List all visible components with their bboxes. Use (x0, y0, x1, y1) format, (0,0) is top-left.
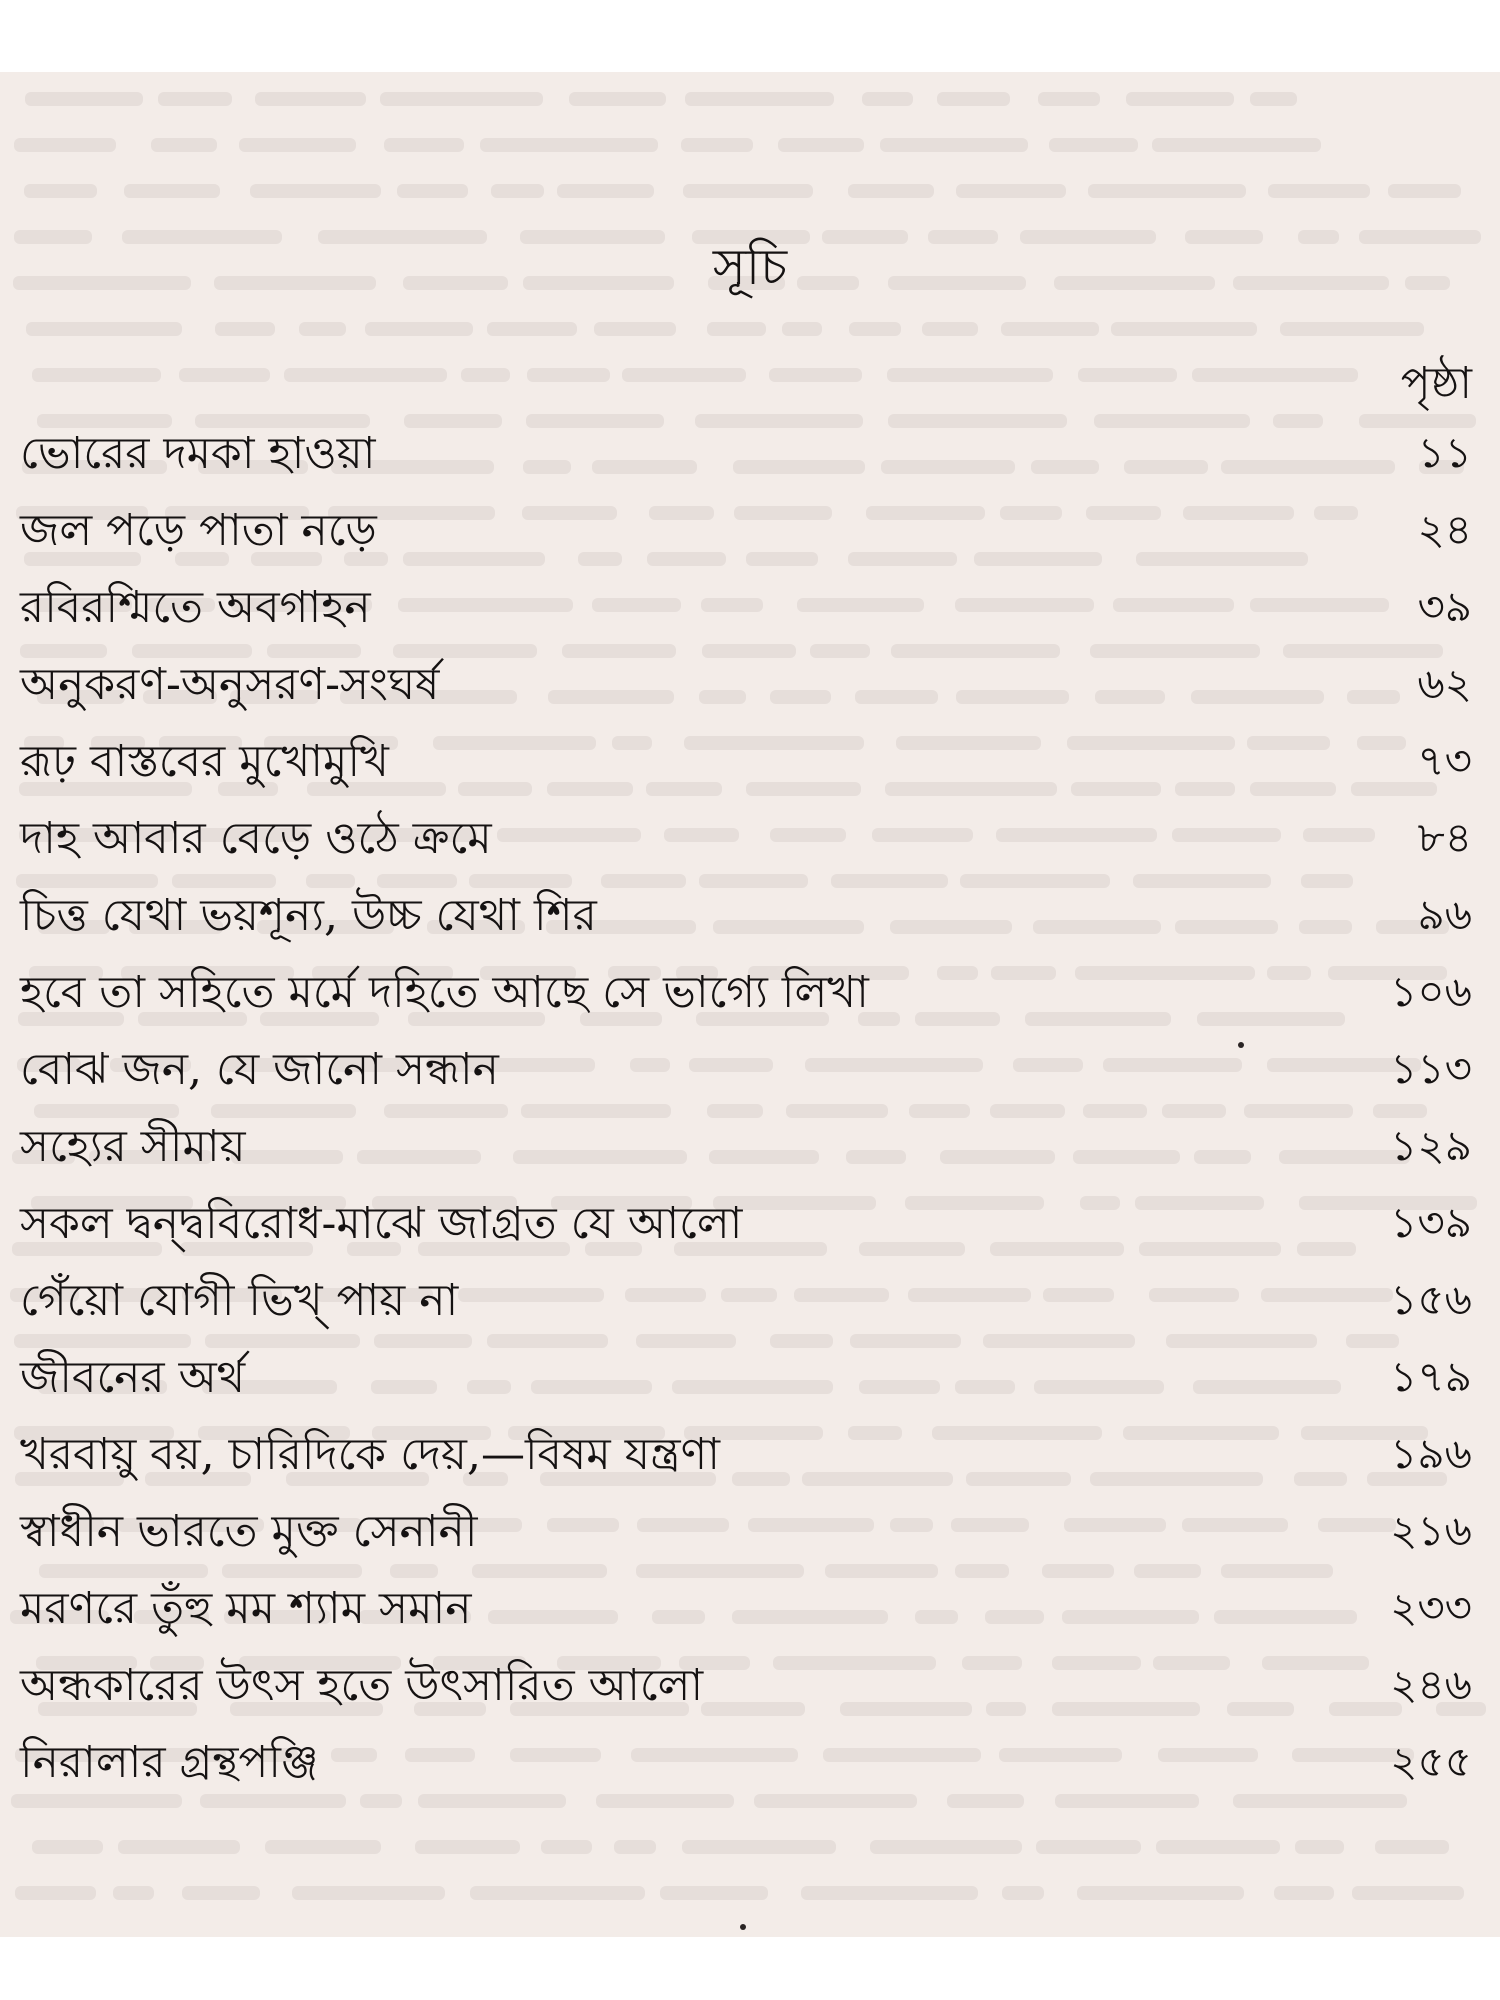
toc-entry-title: জীবনের অর্থ (20, 1352, 246, 1403)
bleed-streak (569, 92, 667, 106)
bleed-streak (151, 138, 217, 152)
bleed-streak (32, 1840, 103, 1854)
bleed-streak (681, 138, 754, 152)
toc-entry-page: ১১ (1417, 428, 1472, 477)
toc-entry-page: ১৫৬ (1390, 1275, 1472, 1324)
bleed-streak (782, 322, 822, 336)
toc-entry-title: রূঢ় বাস্তবের মুখোমুখি (20, 736, 389, 787)
bleed-streak (557, 184, 655, 198)
bleed-streak (1038, 92, 1100, 106)
page-column-header: পৃষ্ঠা (1400, 358, 1472, 409)
bleed-streak (1250, 92, 1297, 106)
bleed-streak (1049, 138, 1138, 152)
toc-entry-page: ২৩৩ (1390, 1583, 1472, 1632)
bleed-streak (239, 138, 356, 152)
toc-entry-title: দাহ আবার বেড়ে ওঠে ক্রমে (20, 813, 492, 864)
toc-entry-title: নিরালার গ্রন্থপঞ্জি (20, 1737, 319, 1788)
bleed-streak (179, 368, 269, 382)
bleed-streak (848, 184, 933, 198)
bleed-streak (1002, 1886, 1045, 1900)
bleed-streak (397, 184, 468, 198)
toc-entry-page: ২৫৫ (1390, 1737, 1472, 1786)
toc-entry (0, 1187, 1500, 1264)
bleed-streak (265, 1840, 382, 1854)
toc-entry-page: ২৪ (1417, 505, 1472, 554)
toc-entry-page: ১২৯ (1390, 1121, 1472, 1170)
bleed-streak (415, 1840, 520, 1854)
bleed-streak (215, 322, 275, 336)
toc-entry-title: স্বাধীন ভারতে মুক্ত সেনানী (20, 1506, 478, 1557)
bleed-streak (250, 184, 381, 198)
toc-entry (0, 1110, 1500, 1187)
bleed-streak (1388, 184, 1461, 198)
bleed-streak (182, 1886, 260, 1900)
toc-entry-title: অন্ধকারের উৎস হতে উৎসারিত আলো (20, 1660, 704, 1711)
toc-entry (0, 879, 1500, 956)
toc-entry-title: গেঁয়ো যোগী ভিখ্ পায় না (20, 1275, 459, 1326)
bleed-streak (158, 92, 232, 106)
toc-entry (0, 725, 1500, 802)
bleed-streak (541, 1840, 593, 1854)
bleed-streak (880, 138, 1028, 152)
toc-entry (0, 648, 1500, 725)
bleed-streak (25, 92, 144, 106)
bleed-streak (461, 368, 511, 382)
toc-entry-title: রবিরশ্মিতে অবগাহন (20, 582, 371, 633)
toc-entry (0, 956, 1500, 1033)
bleed-streak (862, 92, 913, 106)
toc-entry-page: ৭৩ (1417, 736, 1472, 785)
bleed-streak (26, 322, 182, 336)
bleed-streak (1088, 184, 1245, 198)
bleed-streak (1077, 1886, 1244, 1900)
bleed-streak (255, 92, 366, 106)
bleed-streak (769, 368, 862, 382)
bleed-streak (14, 138, 116, 152)
bleed-streak (922, 322, 977, 336)
toc-entry-page: ১৩৯ (1390, 1198, 1472, 1247)
bleed-streak (887, 368, 1054, 382)
bleed-streak (1111, 322, 1257, 336)
bleed-streak (622, 368, 746, 382)
toc-entry-title: সকল দ্বন্দ্ববিরোধ-মাঝে জাগ্রত যে আলো (20, 1198, 743, 1249)
toc-entry-page: ১৭৯ (1390, 1352, 1472, 1401)
bleed-streak (384, 138, 463, 152)
toc-entry-title: জল পড়ে পাতা নড়ে (20, 505, 377, 556)
bleed-streak (365, 322, 473, 336)
toc-entry (0, 1495, 1500, 1572)
bleed-streak (685, 92, 834, 106)
bleed-streak (683, 184, 814, 198)
bleed-streak (1036, 1840, 1141, 1854)
toc-entry-title: খরবায়ু বয়, চারিদিকে দেয়,—বিষম যন্ত্রণা (20, 1429, 720, 1480)
ink-speck (1238, 1042, 1244, 1048)
bleed-streak (1295, 1840, 1344, 1854)
toc-entry-page: ৩৯ (1417, 582, 1472, 631)
bleed-streak (660, 1886, 768, 1900)
toc-entry (0, 1572, 1500, 1649)
bleed-streak (1280, 322, 1423, 336)
bleed-streak (707, 322, 766, 336)
toc-entry-title: অনুকরণ-অনুসরণ-সংঘর্ষ (20, 659, 440, 710)
toc-entry-title: মরণরে তুঁহু মম শ্যাম সমান (20, 1583, 472, 1634)
bleed-streak (380, 92, 543, 106)
ink-speck (740, 1924, 746, 1930)
bleed-streak (480, 138, 658, 152)
toc-entry (0, 571, 1500, 648)
toc-entry-page: ৯৬ (1417, 890, 1472, 939)
bleed-streak (956, 184, 1065, 198)
toc-entry-title: সহ্যের সীমায় (20, 1121, 246, 1172)
toc-entry (0, 417, 1500, 494)
bleed-streak (24, 184, 97, 198)
toc-entry-page: ২৪৬ (1390, 1660, 1472, 1709)
toc-entry-page: ৮৪ (1417, 813, 1472, 862)
bleed-streak (1274, 1886, 1334, 1900)
toc-entry-page: ২১৬ (1390, 1506, 1472, 1555)
bleed-streak (1078, 368, 1177, 382)
bleed-streak (1152, 138, 1322, 152)
bleed-streak (15, 1886, 96, 1900)
toc-entry (0, 1726, 1500, 1803)
bleed-streak (1126, 92, 1234, 106)
toc-entry-title: হবে তা সহিতে মর্মে দহিতে আছে সে ভাগ্যে লিখা (20, 967, 869, 1018)
bleed-streak (778, 138, 864, 152)
toc-entry (0, 802, 1500, 879)
toc-entry (0, 1649, 1500, 1726)
bleed-streak (487, 322, 577, 336)
bleed-streak (1375, 1840, 1449, 1854)
toc-entry-page: ৬২ (1417, 659, 1472, 708)
toc-entry (0, 494, 1500, 571)
bleed-streak (614, 1840, 656, 1854)
bleed-streak (870, 1840, 1022, 1854)
bleed-streak (1156, 1840, 1280, 1854)
bleed-streak (937, 92, 1010, 106)
toc-entry (0, 1264, 1500, 1341)
paper-sheet (0, 72, 1500, 1937)
bleed-streak (1001, 322, 1099, 336)
bleed-streak (118, 1840, 239, 1854)
bleed-streak (682, 1840, 836, 1854)
bleed-streak (284, 368, 447, 382)
bleed-streak (470, 1886, 645, 1900)
toc-entry-page: ১১৩ (1390, 1044, 1472, 1093)
toc-entry-title: বোঝ জন, যে জানো সন্ধান (20, 1044, 499, 1095)
bleed-streak (1352, 1886, 1464, 1900)
bleed-streak (491, 184, 544, 198)
toc-entry-page: ১৯৬ (1390, 1429, 1472, 1478)
toc-entry (0, 1418, 1500, 1495)
bleed-streak (113, 1886, 154, 1900)
bleed-streak (124, 184, 220, 198)
bleed-streak (32, 368, 161, 382)
bleed-streak (801, 1886, 978, 1900)
bleed-streak (527, 368, 610, 382)
bleed-streak (849, 322, 901, 336)
toc-entry (0, 1033, 1500, 1110)
bleed-streak (594, 322, 675, 336)
toc-entry-title: ভোরের দমকা হাওয়া (20, 428, 376, 479)
bleed-streak (1192, 368, 1358, 382)
bleed-streak (1268, 184, 1370, 198)
toc-entry-page: ১০৬ (1390, 967, 1472, 1016)
bleed-streak (299, 322, 346, 336)
bleed-streak (292, 1886, 445, 1900)
toc-heading: সূচি (712, 238, 788, 296)
toc-entry-title: চিত্ত যেথা ভয়শূন্য, উচ্চ যেথা শির (20, 890, 597, 941)
toc-entry (0, 1341, 1500, 1418)
toc-list (0, 417, 1500, 1803)
